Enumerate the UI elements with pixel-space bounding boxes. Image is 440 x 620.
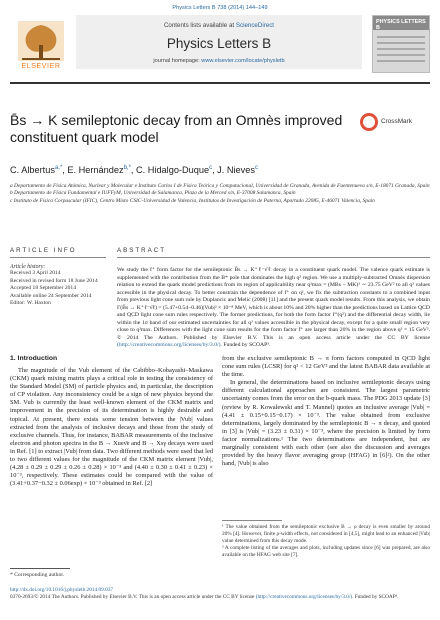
footer-license — [10, 594, 430, 601]
contents-prefix: Contents lists available at — [163, 22, 235, 29]
author-list: C. Albertus$^{a,*}$, E. Hernández$^{b,*}$, C. Hidalgo-Duque$^c$, J. Nieves$^c$ — [10, 165, 258, 176]
abstract-rule — [117, 257, 430, 258]
history-item: Available online 24 September 2014 — [10, 292, 92, 299]
homepage-prefix: journal homepage: — [153, 58, 202, 64]
sciencedirect-link[interactable]: ScienceDirect — [235, 22, 275, 29]
page-footer — [10, 587, 430, 601]
article-history-label: Article history: — [10, 264, 46, 270]
history-item: Received 3 April 2014 — [10, 270, 61, 276]
history-item: Accepted 18 September 2014 — [10, 285, 77, 292]
author-affil-marker[interactable]: c — [209, 165, 213, 171]
history-item: Received in revised form 18 June 2014 — [10, 277, 98, 284]
license-link[interactable]: (http://creativecommons.org/licenses/by/3.0/). — [117, 342, 222, 349]
section-heading: 1. Introduction — [10, 355, 58, 362]
body-column-left — [10, 355, 213, 488]
crossmark-label: CrossMark — [381, 118, 412, 125]
footer-license-text: 0370-2693/© 2014 The Authors. Published by Elsevier B.V. This is an open access article under the CC BY license — [10, 593, 255, 600]
article-info-label: ARTICLE INFO — [10, 247, 77, 254]
history-item: Editor: W. Haxton — [10, 300, 51, 307]
abstract-label: ABSTRACT — [117, 247, 167, 254]
footer-license-link[interactable]: (http://creativecommons.org/licenses/by/3.0/). — [255, 593, 354, 600]
article-title: B̄s → K semileptonic decay from an Omnès improved constituent quark model — [10, 112, 343, 145]
elsevier-wordmark: ELSEVIER — [21, 63, 61, 70]
author-affil-marker[interactable]: b,* — [123, 165, 131, 171]
affiliations — [10, 183, 430, 205]
cover-title: PHYSICS LETTERS B — [376, 19, 426, 31]
contents-line — [76, 22, 362, 29]
footnote-rule — [222, 520, 282, 521]
elsevier-logo[interactable] — [10, 15, 72, 75]
corresponding-rule — [10, 568, 70, 569]
affiliation: c Instituto de Física Corpuscular (IFIC), Centro Mixto CSIC-Universidad de Valencia, Institutos de Investigación de Paterna, Apartado 22085, E-46071 Valencia, Spain — [10, 197, 375, 204]
article-info-rule — [10, 257, 106, 258]
article-info — [10, 247, 106, 308]
affiliation: b Departamento de Física Fundamental e IUFFyM, Universidad de Salamanca, Plaza de la Merced s/n, E-37008 Salamanca, Spain — [10, 190, 296, 197]
journal-cover-thumbnail — [372, 15, 430, 73]
abstract-license: © 2014 The Authors. Published by Elsevier B.V. This is an open access article under the CC BY license — [117, 334, 430, 341]
abstract-body: We study the f⁺ form factor for the semileptonic B̄s → K⁺ℓ⁻ν̄ℓ decay in a constituent quark model. The valence quark estimate is supplemented with the contribution from the B* pole that dominates the high q² region. We use a multiply-subtracted Omnès dispersion relation to extend the quark model predictions from its region of applicability near q²max = (MBs − MK)² ∼ 23.75 GeV² to all q² values accessible in the physical decay. To better constrain the dependence of f⁺ on q², we fix the subtraction constants to a combined input from previous light cone sum rule by Duplancic and Melic (2008) [11] and the present quark model results. From this analysis, we obtain Γ(B̄s → K⁺ℓ⁻ν̄ℓ) = (5.47+0.54−0.46)|Vub|² × 10⁻⁸ MeV, which is about 10% and 20% higher than the predictions based on Lattice QCD and QCD light cone sum rules respectively. The former predictions, for both the form factor f⁺(q²) and the differential decay width, lie within the 1σ band of our estimated uncertainties for all q² values accessible in the physical decay, except for a quite small region very close to q²max. Differences with the light cone sum results for the form factor f⁺ are larger than 20% in the region above q² = 15 GeV². — [117, 267, 430, 334]
footnotes — [222, 520, 430, 559]
author-name[interactable]: J. Nieves — [217, 165, 255, 176]
footnote: ¹ The value obtained from the semileptonic exclusive B → ρ decay is even smaller by around 20% [4]. However, finite ρ-width effects, not considered in [4,5], might lead to an enhanced |Vub| value determined from this decay mode. — [222, 524, 430, 544]
author-name[interactable]: E. Hernández — [67, 165, 124, 176]
elsevier-tree-icon — [18, 21, 64, 61]
corresponding-author-note: * Corresponding author. — [10, 572, 65, 578]
author-affil-marker[interactable]: c — [254, 165, 258, 171]
author-affil-marker[interactable]: a,* — [54, 165, 63, 171]
affiliation: a Departamento de Física Atómica, Nuclear y Molecular e Instituto Carlos I de Física Teórica y Computacional, Universidad de Granada, Avenida de Fuentenueva s/n, E-18071 Granada, Spain — [10, 183, 430, 189]
author-name[interactable]: C. Albertus — [10, 165, 55, 176]
footnote: ² A complete listing of the averages and plots, including updates since [6] was prepared, are also available on the HFAG web site [7]. — [222, 545, 430, 558]
funded-by: Funded by SCOAP³. — [223, 342, 271, 349]
abstract-text — [117, 267, 430, 350]
body-column-right — [222, 355, 430, 468]
homepage-link[interactable]: www.elsevier.com/locate/physletb — [201, 58, 285, 64]
journal-citation[interactable]: Physics Letters B 738 (2014) 144–149 — [172, 5, 268, 11]
crossmark-icon — [360, 113, 378, 131]
author-name[interactable]: C. Hidalgo-Duque — [136, 165, 210, 176]
footer-funded: Funded by SCOAP³. — [354, 593, 399, 600]
journal-header — [10, 15, 430, 77]
intro-paragraph: The magnitude of the Vub element of the Cabibbo–Kobayashi–Maskawa (CKM) quark mixing matrix plays a critical role in testing the consistency of the Standard Model (SM) of particle physics and, in particular, the description of CP violation. Any inconsistency could be a sign of new physics beyond the SM. Vub is currently the least well-known element of the CKM matrix and improvement in the precision of its determination is highly desirable and topical. At present, there exists some tension between the |Vub| values extracted from the analysis of inclusive decays and those from the study of exclusive channels. Thus, for instance, BABAR measurements of the inclusive electron and photon spectra in the B → Xueν̄e and B → Xsγ decays were used in Ref. [1] to extract |Vub| from data. Two different methods were used that led to two different values for the magnitude of the CKM matrix element |Vub|, (4.28 ± 0.29 ± 0.29 ± 0.26 ± 0.28) × 10⁻³ and (4.40 ± 0.30 ± 0.41 ± 0.23) × 10⁻³, respectively. These estimates could be compared with the value of (3.41+0.37−0.32 ± 0.06exp) × 10⁻³ obtained in Ref. [2] — [10, 367, 213, 488]
doi-link[interactable]: http://dx.doi.org/10.1016/j.physletb.2014.09.037 — [10, 587, 114, 593]
header-rule — [10, 82, 430, 84]
cover-lines — [377, 36, 425, 66]
crossmark-badge[interactable] — [360, 113, 430, 135]
journal-title: Physics Letters B — [166, 36, 272, 51]
intro-paragraph: In general, the determinations based on inclusive semileptonic decays using different calculational approaches are consistent. The largest parametric uncertainty comes from the error on the b-quark mass. The PDG 2013 update [3] (review by R. Kowalewski and T. Mannel) quotes an inclusive average |Vub| = (4.41 ± 0.15+0.15−0.17) × 10⁻³. The value obtained from exclusive determinations, largely dominated by the semileptonic B → π decay, and quoted in [3] is |Vub| = (3.23 ± 0.31) × 10⁻³, where the precision is limited by form factor normalizations.¹ The two determinations are independent, but are marginally consistent with each other (see also the discussion and averages provided by the heavy flavor averaging group (HFAG) in [6]²). On the other hand, |Vub| is also — [222, 379, 430, 468]
intro-paragraph-cont: from the exclusive semileptonic B → π form factors computed in QCD light cone sum rules (LCSR) for q² < 12 GeV² and the latest BABAR data available at the time. — [222, 355, 430, 379]
journal-banner — [76, 15, 362, 69]
journal-homepage — [76, 58, 362, 64]
abstract — [117, 241, 430, 350]
